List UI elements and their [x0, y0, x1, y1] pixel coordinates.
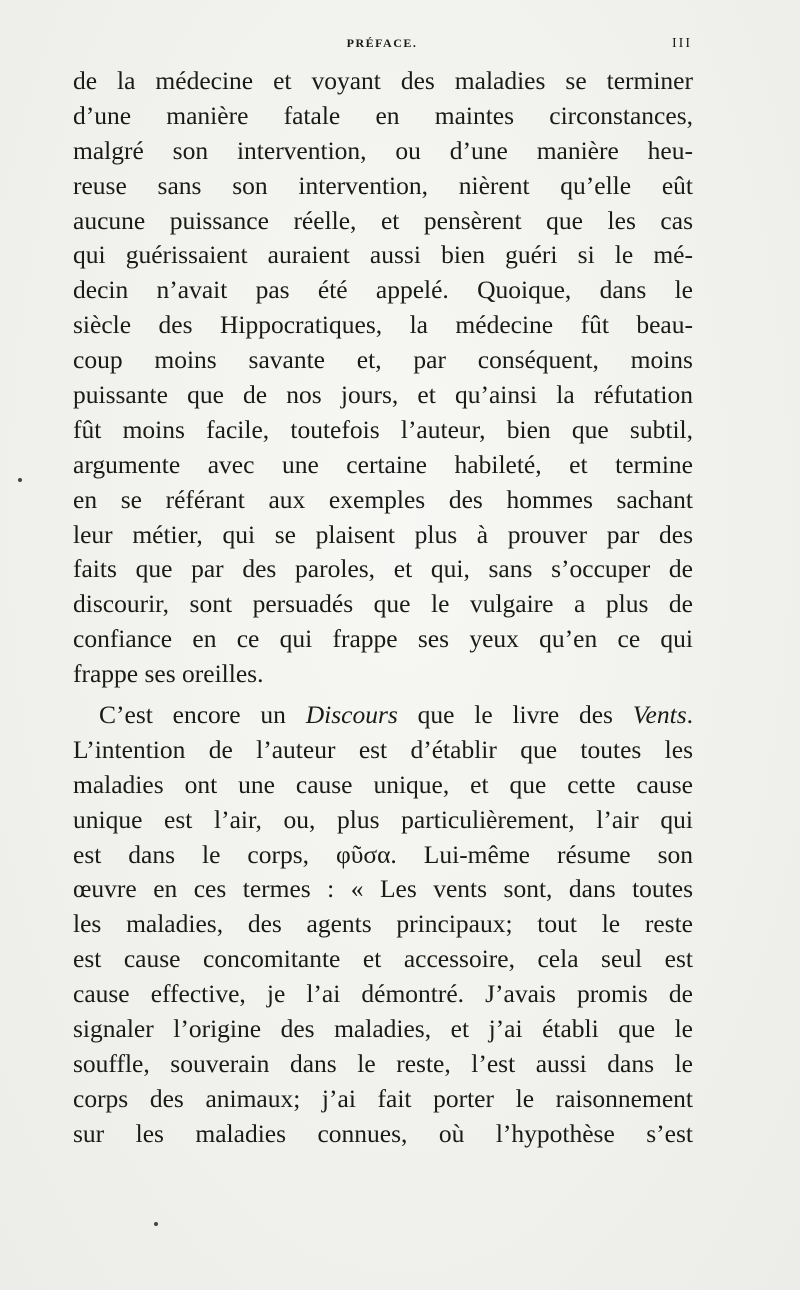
text-run: C’est encore un [99, 700, 306, 730]
text-line: coup moins savante et, par conséquent, moins [73, 345, 693, 375]
ink-speck [154, 1222, 158, 1226]
text-line: aucune puissance réelle, et pensèrent que les cas [73, 205, 693, 235]
text-line: discourir, sont persuadés que le vulgaire a plus de [73, 589, 693, 619]
text-line: œuvre en ces termes : « Les vents sont, dans toutes [73, 874, 693, 904]
text-line: decin n’avait pas été appelé. Quoique, dans le [73, 275, 693, 305]
body-text [73, 64, 693, 1152]
text-line: qui guérissaient auraient aussi bien guéri si le mé- [73, 240, 693, 270]
text-line: souffle, souverain dans le reste, l’est aussi dans le [73, 1048, 693, 1078]
running-head [72, 36, 692, 56]
text-line: est dans le corps, φῦσα. Lui-même résume son [73, 839, 693, 869]
text-line: leur métier, qui se plaisent plus à prouver par des [73, 519, 693, 549]
text-line: sur les maladies connues, où l’hypothèse s’est [73, 1118, 693, 1148]
text-line: corps des animaux; j’ai fait porter le raisonnement [73, 1083, 693, 1113]
text-line: reuse sans son intervention, nièrent qu’elle eût [73, 170, 693, 200]
text-run: . [686, 700, 693, 730]
text-line: en se référant aux exemples des hommes sachant [73, 484, 693, 514]
italic-title-discours: Discours [305, 700, 398, 730]
running-head-title: PRÉFACE. [346, 36, 418, 50]
text-line: cause effective, je l’ai démontré. J’avais promis de [73, 979, 693, 1009]
text-line [73, 698, 693, 733]
ink-speck [18, 478, 22, 482]
text-line: frappe ses oreilles. [73, 659, 264, 689]
text-line: fût moins facile, toutefois l’auteur, bien que subtil, [73, 414, 693, 444]
text-line: argumente avec une certaine habileté, et termine [73, 449, 693, 479]
text-line: puissante que de nos jours, et qu’ainsi la réfutation [73, 380, 693, 410]
text-line: de la médecine et voyant des maladies se terminer [73, 66, 693, 95]
text-line: confiance en ce qui frappe ses yeux qu’en ce qui [73, 624, 693, 654]
text-line: L’intention de l’auteur est d’établir que toutes les [73, 734, 693, 764]
paragraph-1 [73, 64, 693, 692]
text-line: signaler l’origine des maladies, et j’ai établi que le [73, 1014, 693, 1044]
page-number: III [672, 36, 692, 51]
italic-title-vents: Vents [632, 700, 687, 730]
text-line: unique est l’air, ou, plus particulièrement, l’air qui [73, 804, 693, 834]
text-line: maladies ont une cause unique, et que cette cause [73, 769, 693, 799]
text-line: faits que par des paroles, et qui, sans s’occuper de [73, 554, 693, 584]
text-line: les maladies, des agents principaux; tout le reste [73, 909, 693, 939]
text-run: que le livre des [397, 700, 633, 730]
text-line: d’une manière fatale en maintes circonstances, [73, 100, 693, 130]
text-line: siècle des Hippocratiques, la médecine fût beau- [73, 310, 693, 340]
paragraph-2 [73, 698, 693, 1152]
text-line: est cause concomitante et accessoire, cela seul est [73, 944, 693, 974]
text-line: malgré son intervention, ou d’une manière heu- [73, 135, 693, 165]
